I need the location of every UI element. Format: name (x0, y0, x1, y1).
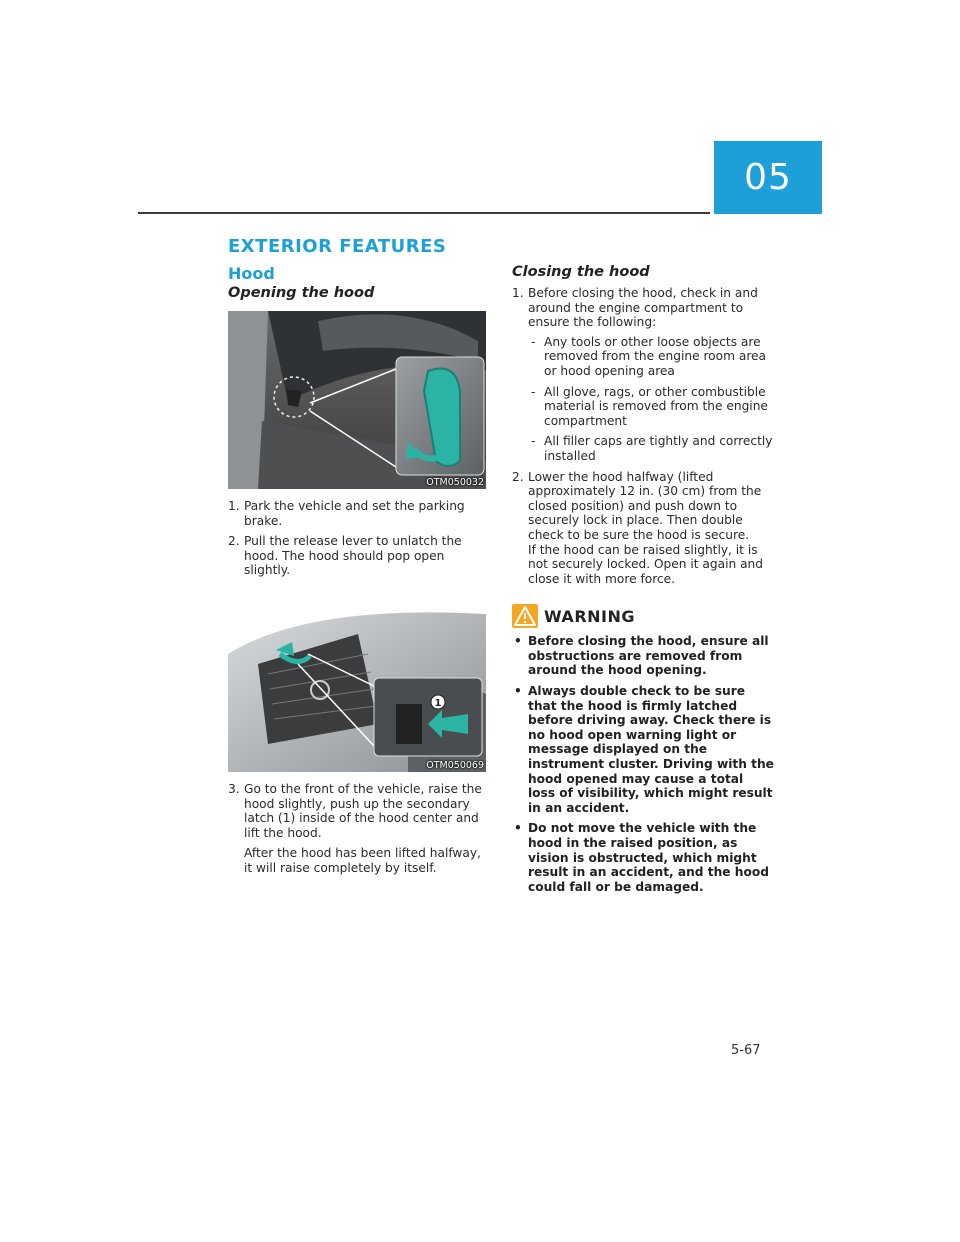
right-column (512, 264, 774, 900)
list-item: • Do not move the vehicle with the hood in the raised position, as vision is obstructed, which might result in an accident, and the hood could fall or be damaged. (514, 821, 769, 894)
step-text: Go to the front of the vehicle, raise the hood slightly, push up the secondary latch (1) inside of the hood center and lift the hood. (244, 781, 482, 840)
list-item (512, 286, 774, 464)
list-item (228, 499, 486, 528)
list-item: • Before closing the hood, ensure all obstructions are removed from around the hood opening. (514, 634, 769, 678)
figure-release-lever (228, 311, 486, 489)
secondary-latch-illustration (228, 594, 486, 772)
list-item (512, 470, 774, 587)
step-text: Pull the release lever to unlatch the hood. The hood should pop open slightly. (244, 534, 462, 578)
checklist-text: All filler caps are tightly and correctly installed (544, 434, 773, 463)
list-item (228, 534, 486, 578)
warning-header (512, 604, 774, 628)
figure-secondary-latch (228, 594, 486, 772)
warning-text: Do not move the vehicle with the hood in the raised position, as vision is obstructed, which might result in an accident, and the hood could fall or be damaged. (528, 821, 769, 894)
left-column (228, 264, 486, 882)
step-note: After the hood has been lifted halfway, it will raise completely by itself. (244, 846, 481, 875)
figure-code: OTM050032 (426, 477, 484, 488)
step-text: Park the vehicle and set the parking brake. (244, 499, 465, 528)
warning-text: Always double check to be sure that the hood is firmly latched before driving away. Check there is no hood open warning light or message displayed on the instrument cluster. Driving with the hood opened may cause a total loss of visibility, which might result in an accident. (528, 684, 774, 815)
checklist-text: All glove, rags, or other combustible material is removed from the engine compartment (544, 384, 768, 428)
closing-steps (512, 286, 774, 586)
step-number: 3. (228, 781, 240, 796)
step-note: If the hood can be raised slightly, it is not securely locked. Open it again and close it with more force. (528, 542, 764, 586)
step-number: 1. (228, 499, 240, 513)
list-item: - Any tools or other loose objects are removed from the engine room area or hood opening area (531, 334, 767, 378)
step-number: 2. (228, 534, 240, 549)
warning-text: Before closing the hood, ensure all obstructions are removed from around the hood opening. (528, 634, 769, 678)
step-text: Lower the hood halfway (lifted approximately 12 in. (30 cm) from the closed position) and push down to securely lock in place. Then double check to be sure the hood is secure. (528, 469, 762, 542)
warning-list (512, 634, 774, 894)
list-item: - All glove, rags, or other combustible material is removed from the engine compartment (531, 384, 768, 428)
closing-hood-heading: Closing the hood (512, 264, 650, 280)
latch-callout-number: 1 (434, 697, 442, 709)
section-title: EXTERIOR FEATURES (228, 236, 447, 257)
list-item (228, 782, 486, 876)
opening-steps-a (228, 499, 486, 578)
chapter-tab: 05 (714, 141, 822, 214)
warning-title: WARNING (544, 606, 635, 626)
release-lever-illustration (228, 311, 486, 489)
page-number: 5-67 (731, 1043, 761, 1058)
header-rule (138, 212, 710, 214)
step-number: 1. (512, 286, 524, 300)
opening-hood-heading: Opening the hood (228, 285, 375, 301)
checklist-text: Any tools or other loose objects are removed from the engine room area or hood opening area (544, 334, 767, 378)
hood-heading: Hood (228, 264, 275, 283)
list-item: • Always double check to be sure that the hood is firmly latched before driving away. Check there is no hood open warning light or message displayed on the instrument cluster. Driving with the hood opened may cause a total loss of visibility, which might result in an accident. (514, 684, 774, 815)
checklist (528, 335, 774, 464)
list-item: - All filler caps are tightly and correctly installed (531, 434, 773, 463)
warning-icon (512, 604, 538, 628)
figure-code: OTM050069 (426, 759, 484, 771)
opening-steps-b (228, 782, 486, 876)
step-text: Before closing the hood, check in and around the engine compartment to ensure the following: (528, 286, 758, 330)
step-number: 2. (512, 469, 524, 484)
